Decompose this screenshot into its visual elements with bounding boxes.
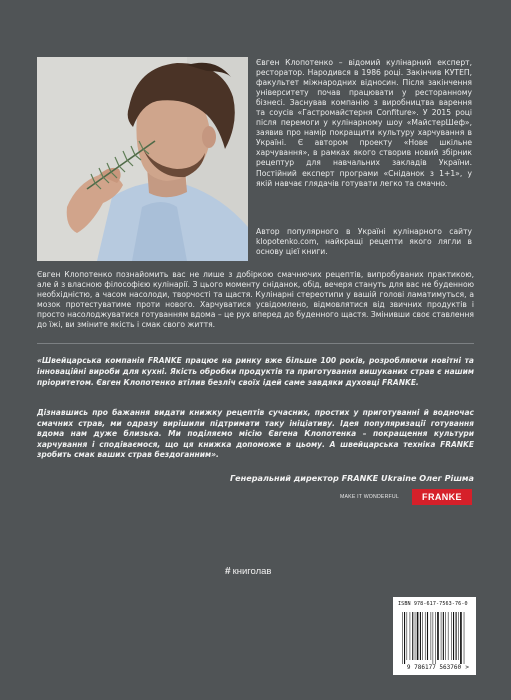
- barcode-addon: >: [465, 664, 469, 670]
- barcode-bar: [415, 612, 416, 660]
- barcode-bar: [422, 612, 423, 660]
- barcode: [398, 610, 471, 670]
- barcode-bars: [402, 612, 464, 664]
- barcode-bar: [437, 612, 439, 660]
- barcode-bar: [407, 612, 408, 660]
- barcode-bar: [435, 612, 436, 664]
- author-photo-illustration: [37, 57, 248, 261]
- barcode-bar: [456, 612, 457, 660]
- barcode-bar: [417, 612, 419, 660]
- barcode-bar: [433, 612, 434, 664]
- barcode-bar: [460, 612, 462, 664]
- franke-tagline: MAKE IT WONDERFUL: [340, 494, 399, 500]
- barcode-bar: [443, 612, 444, 660]
- barcode-bar: [464, 612, 465, 664]
- franke-logo-text: FRANKE: [422, 492, 462, 502]
- barcode-bar: [441, 612, 442, 660]
- barcode-bar: [453, 612, 454, 660]
- publisher-name: книголав: [232, 566, 272, 577]
- barcode-bar: [412, 612, 413, 660]
- sponsor-quote: «Швейцарська компанія FRANKE працює на ринку вже більше 100 років, розробляючи новітні та інноваційні вироби для кухні. Якість обробки продуктів та приготування вишуканих страв є нашим пріоритетом. Євген Клопотенко втілив безліч своїх ідей саме завдяки духовці FRANKE.: [37, 356, 474, 388]
- barcode-bar: [427, 612, 428, 660]
- section-divider: [37, 343, 474, 344]
- author-bio: Євген Клопотенко – відомий кулінарний експерт, ресторатор. Народився в 1986 році. Закінчив КУТЕП, факультет міжнародних відносин. Після закінчення університету почав працювати у ресторанному бізнесі. Заснував компанію з виробництва варення та соусів «Гастромайстерня Confiture». У 2015 році після перемоги у кулінарному шоу «МайстерШеф», заявив про намір покращити культуру харчування в Україні. Є автором проекту «Нове шкільне харчування», в рамках якого створив новий збірник рецептур для навчальних закладів України. Постійний експерт програми «Сніданок з 1+1», у якій навчає глядачів готувати легко та смачно.: [256, 58, 472, 188]
- barcode-digits: 9 786177 563760: [406, 664, 462, 670]
- barcode-block: [393, 597, 476, 675]
- barcode-bar: [445, 612, 446, 660]
- barcode-bar: [404, 612, 405, 664]
- book-intro: Євген Клопотенко познайомить вас не лише з добіркою смачнючих рецептів, випробуваних практикою, але й з власною філософією кулінарії. З цього моменту сніданок, обід, вечеря стануть для вас не буденною необхідністю, а часом насолоди, творчості та щастя. Кулінарні стереотипи у вашій голові ламатимуться, а мозок протестуватиме проти нового. Харчуватися усвідомлено, відмовлятися від звичних продуктів і просто насолоджуватися готуванням вдома – це рух вперед до буденного щастя. Змінивши своє ставлення до їжі, ви зміните якість і смак свого життя.: [37, 270, 474, 330]
- barcode-bar: [458, 612, 459, 660]
- barcode-bar: [420, 612, 421, 660]
- sponsor-quote-continued: Дізнавшись про бажання видати книжку рецептів сучасних, простих у приготуванні й водночас смачних страв, ми одразу вирішили підтримати таку ініціативу. Ідея популяризації готування вдома нам дуже близька. Ми поділяємо місію Євгена Клопотенка – покращення культури харчування і сподіваємося, що ця книжка допоможе в цьому. А швейцарська техніка FRANKE зробить смак ваших страв бездоганним».: [37, 408, 474, 460]
- publisher-mark-icon: #: [225, 566, 231, 577]
- barcode-bar: [431, 612, 432, 660]
- barcode-bar: [402, 612, 403, 664]
- barcode-bar: [448, 612, 449, 660]
- barcode-bar: [410, 612, 411, 660]
- author-blog-note: Автор популярного в Україні кулінарного сайту klopotenko.com, найкращі рецепти якого лягли в основу цієї книги.: [256, 227, 472, 257]
- barcode-bar: [451, 612, 452, 660]
- barcode-bar: [425, 612, 426, 660]
- quote-signature: Генеральний директор FRANKE Ukraine Олег Рішма: [229, 473, 474, 483]
- publisher-logo: [225, 566, 271, 577]
- isbn-label: ISBN 978-617-7563-76-0: [398, 601, 468, 607]
- author-photo: [37, 57, 248, 261]
- franke-logo: [412, 489, 472, 505]
